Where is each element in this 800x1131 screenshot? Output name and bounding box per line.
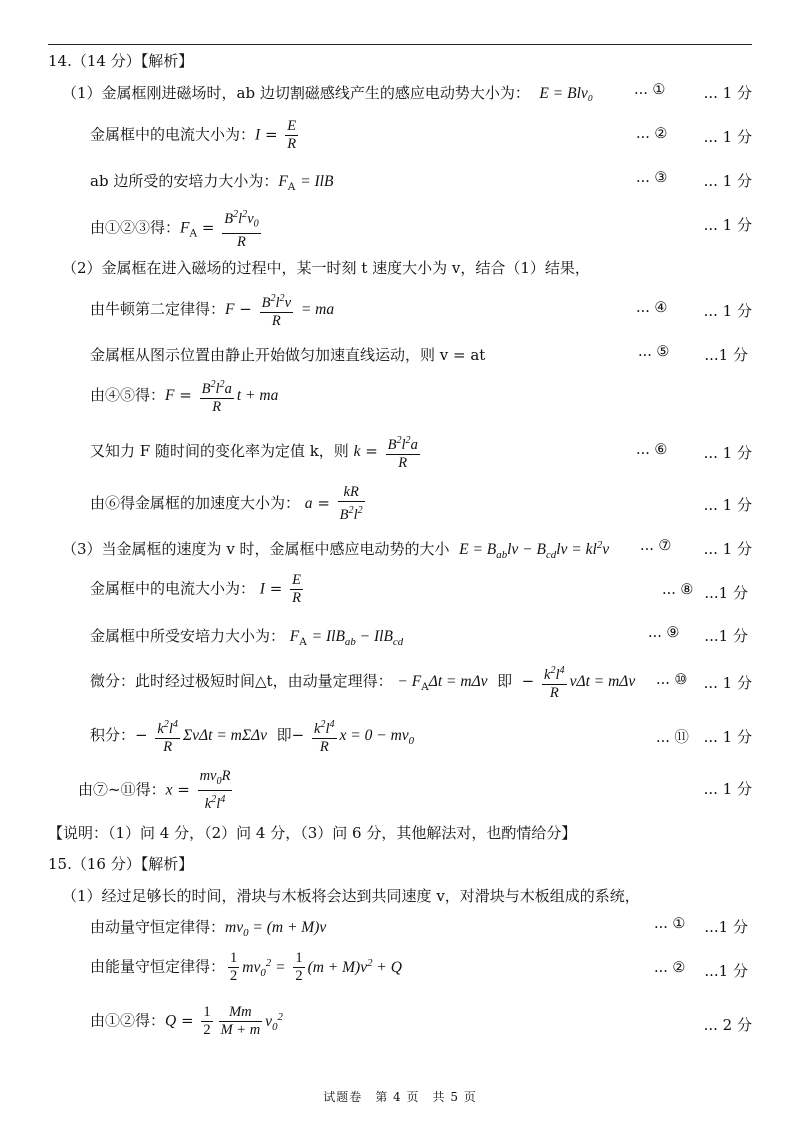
top-rule [48,44,752,45]
q14-combine45-line: 由④⑤得：F = $\frac{B^2l^2a}{R}$ t + ma [90,376,278,416]
mark-9: ... ⑨ [648,625,680,641]
q14-p3-intro: （3）当金属框的速度为 v 时，金属框中感应电动势的大小 $E = B_{ab}lv - B_{cd}lv = kl^2v$ [62,538,610,562]
q15-combine-line: 由①②得：Q = $\frac{1}{2}$ $\frac{Mm}{M + m}$ $v_0^2$ [90,1004,283,1038]
points: ... 1 分 [703,172,752,190]
q14-header: 14.（14 分）【解析】 [48,52,194,70]
page-footer: 试题卷 第 4 页 共 5 页 [323,1090,477,1104]
mark-5: ... ⑤ [638,344,670,360]
q15-p1-intro: （1）经过足够长的时间，滑块与木板将会达到共同速度 v，对滑块与木板组成的系统， [62,887,640,905]
points: ... 1 分 [703,780,752,798]
mark-10: ... ⑩ [656,672,688,688]
points: ...1 分 [704,627,748,645]
points: ... 1 分 [703,216,752,234]
q14-p2-intro: （2）金属框在进入磁场的过程中，某一时刻 t 速度大小为 v，结合（1）结果， [62,259,590,277]
q14-integral-line: 积分：− $\frac{k^2l^4}{R}$ ΣvΔt = mΣΔv 即− $\frac{k^2l^4}{R}$ $x = 0 - mv_0$ [90,716,414,756]
q15-energy-line: 由能量守恒定律得： $\frac{1}{2}$ $mv_0^2$ = $\frac{1}{2}$ $(m + M)v^2 + Q$ [90,950,402,984]
points: ...1 分 [704,346,748,364]
mark-3: ... ③ [636,170,668,186]
mark-2: ... ② [636,126,668,142]
q14-force-line: ab 边所受的安培力大小为：$F_A$ = IlB [90,172,334,193]
q15-momentum-line: 由动量守恒定律得：$mv_0 = (m + M)v$ [90,918,327,940]
q14-p1-intro: （1）金属框刚进磁场时，ab 边切割磁感线产生的感应电动势大小为： E = Blv₀ [62,84,594,102]
q14-accel-line: 金属框从图示位置由静止开始做匀加速直线运动，则 v = at [90,346,486,364]
points: ...1 分 [704,918,748,936]
points: ... 1 分 [703,496,752,514]
mark-11: ... ⑪ [656,730,689,746]
points-2: ... 2 分 [703,1016,752,1034]
q14-newton-line: 由牛顿第二定律得：F − $\frac{B^2l^2v}{R}$ = ma [90,290,334,330]
points: ... 1 分 [703,444,752,462]
points: ...1 分 [704,584,748,602]
mark-1: ... ① [654,916,686,932]
mark-1: ... ① [634,82,666,98]
q14-note: 【说明：（1）问 4 分，（2）问 4 分，（3）问 6 分，其他解法对，也酌情给分】 [48,824,577,842]
points: ... 1 分 [703,302,752,320]
q14-current3-line: 金属框中的电流大小为： I = $\frac{E}{R}$ [90,572,301,606]
eq-emf: E = Blv₀ [539,85,594,102]
points: ... 1 分 [703,728,752,746]
points: ... 1 分 [703,674,752,692]
mark-2: ... ② [654,960,686,976]
points: ... 1 分 [703,84,752,102]
q15-header: 15.（16 分）【解析】 [48,855,194,873]
points: ... 1 分 [703,540,752,558]
mark-7: ... ⑦ [640,538,672,554]
mark-8: ... ⑧ [662,582,694,598]
q14-force3-line: 金属框中所受安培力大小为： $F_A = IlB_{ab} - IlB_{cd}$ [90,627,404,649]
points: ...1 分 [704,962,748,980]
q14-diff-line: 微分：此时经过极短时间△t，由动量定理得： − $F_A\Delta t = m\Delta v$ 即 − $\frac{k^2l^4}{R}$ vΔt = mΔv [90,662,635,702]
q14-accel-result-line: 由⑥得金属框的加速度大小为： a = $\frac{kR}{B^2l^2}$ [90,484,363,523]
q14-final-line: 由⑦~⑪得：x = $\frac{mv_0R}{k^2l^4}$ [78,768,231,812]
mark-6: ... ⑥ [636,442,668,458]
q14-rate-line: 又知力 F 随时间的变化率为定值 k，则 k = $\frac{B^2l^2a}{R}$ [90,432,423,472]
points: ... 1 分 [703,128,752,146]
mark-4: ... ④ [636,300,668,316]
q14-combine-line: 由①②③得：$F_A$ = $\frac{B^2l^2v_0}{R}$ [90,206,264,251]
q14-current-line: 金属框中的电流大小为：I = $\frac{E}{R}$ [90,118,297,152]
